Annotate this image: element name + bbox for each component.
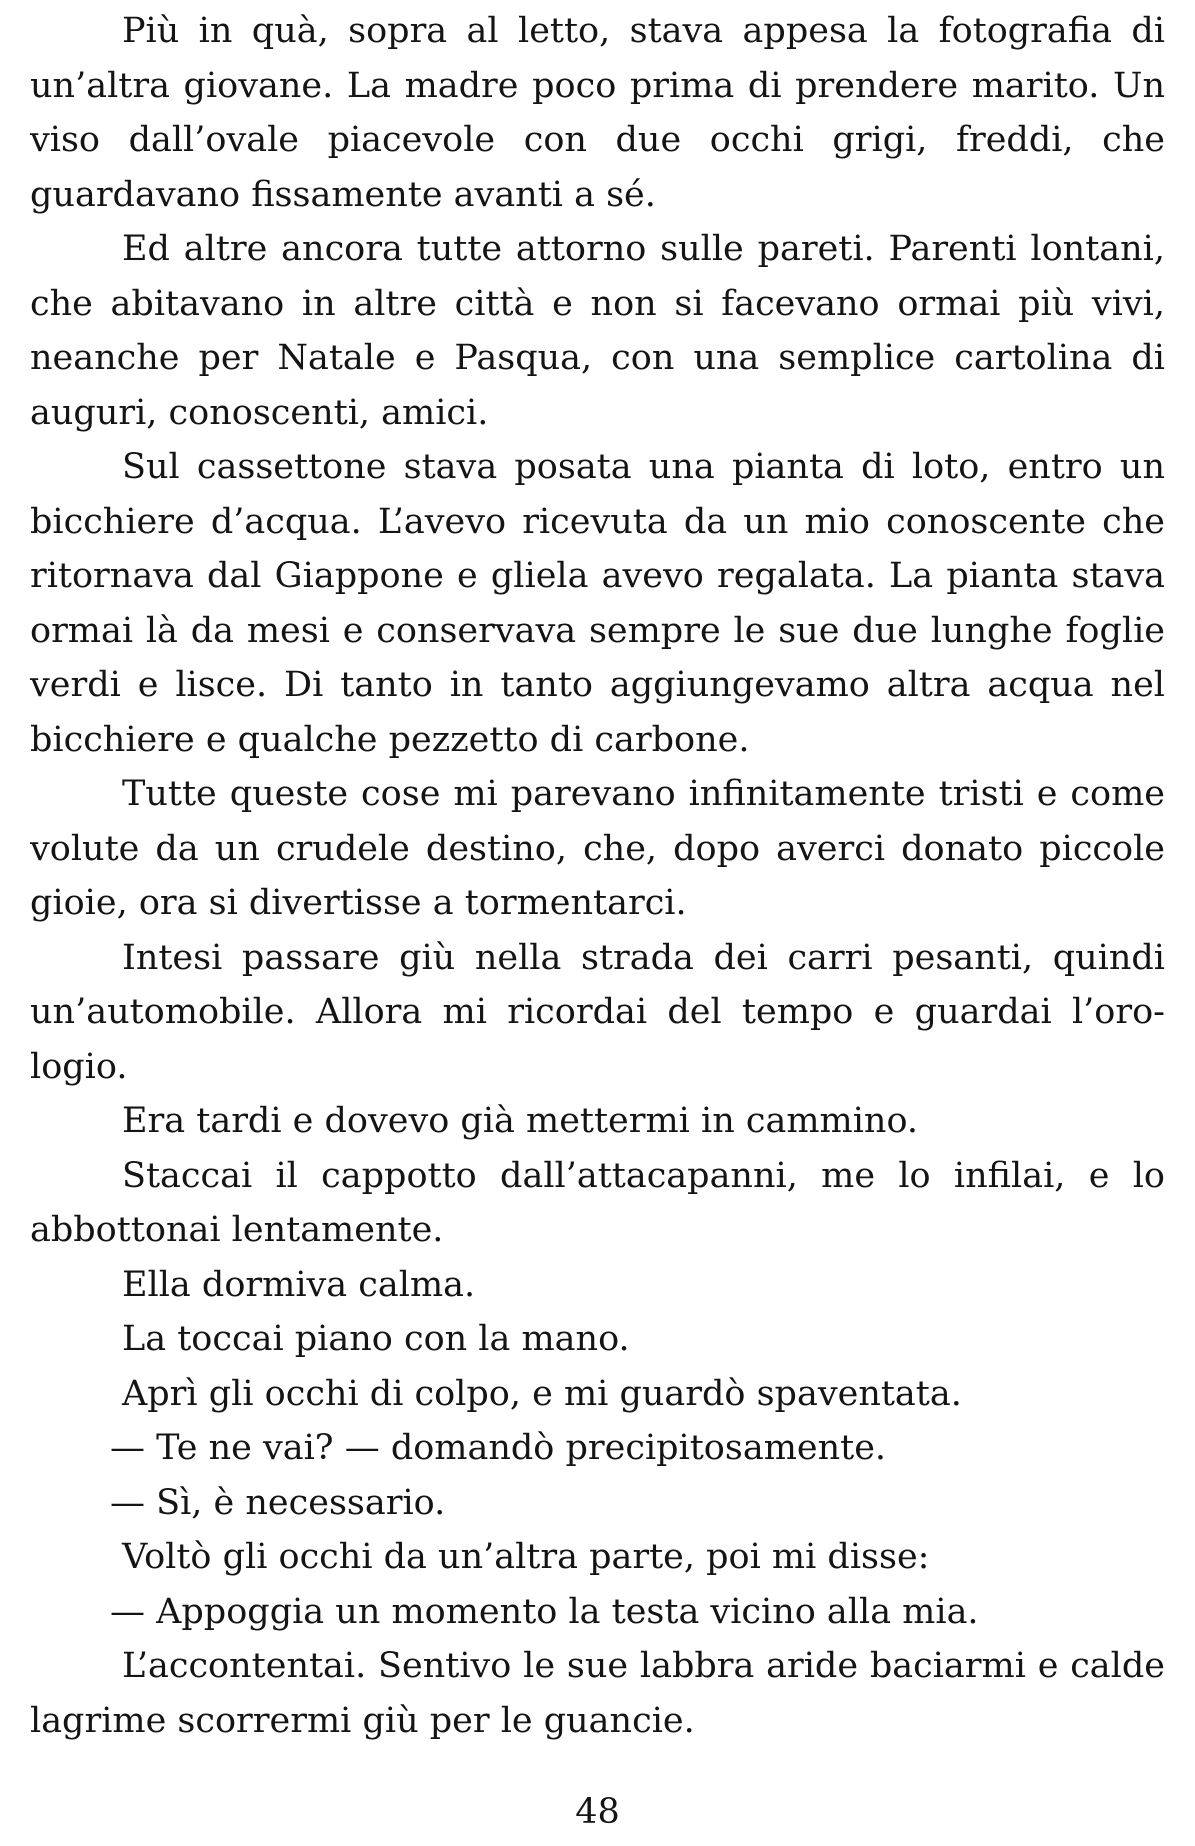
paragraph: Sul cassettone stava posata una pianta di loto, entro un bicchiere d’acqua. L’avevo ricevuta da un mio conoscente che ritornava dal Giappone e gliela avevo regalata. La pianta stava ormai là da mesi e conservava sempre le sue due lunghe foglie verdi e lisce. Di tanto in tanto aggiungevamo altra acqua nel bicchiere e qualche pezzetto di carbone. xyxy=(30,447,1165,760)
page-number: 48 xyxy=(575,1792,620,1832)
dialogue-line: — Te ne vai? — domandò precipitosamente. xyxy=(110,1428,887,1468)
paragraph: Tutte queste cose mi parevano infinitamente tristi e come volute da un crudele destino, che, dopo averci donato piccole gioie, ora si divertisse a tormentarci. xyxy=(30,774,1165,923)
paragraph: Era tardi e dovevo già mettermi in cammino. xyxy=(122,1101,919,1141)
book-page xyxy=(30,0,1165,1846)
paragraph: Più in quà, sopra al letto, stava appesa la fotografia di un’altra giovane. La madre poco prima di prendere marito. Un viso dall’ovale piacevole con due occhi grigi, freddi, che guardavano fissamente avanti a sé. xyxy=(30,11,1165,215)
paragraph: Ed altre ancora tutte attorno sulle pareti. Parenti lontani, che abitavano in altre città e non si facevano ormai più vivi, neanche per Natale e Pasqua, con una semplice cartolina di auguri, conoscenti, amici. xyxy=(30,229,1165,433)
paragraph: Intesi passare giù nella strada dei carri pesanti, quindi un’automobile. Allora mi ricordai del tempo e guardai l’orologio. xyxy=(30,937,1165,1087)
paragraph: L’accontentai. Sentivo le sue labbra aride baciarmi e calde lagrime scorrermi giù per le guancie. xyxy=(30,1646,1165,1741)
paragraph: Ella dormiva calma. xyxy=(122,1264,476,1305)
dialogue-line: — Appoggia un momento la testa vicino alla mia. xyxy=(110,1591,979,1632)
paragraph: Aprì gli occhi di colpo, e mi guardò spaventata. xyxy=(122,1373,962,1414)
paragraph: Staccai il cappotto dall’attacapanni, me lo infilai, e lo abbottonai lentamente. xyxy=(30,1155,1165,1250)
dialogue-line: — Sì, è necessario. xyxy=(110,1482,446,1523)
paragraph: La toccai piano con la mano. xyxy=(122,1319,630,1359)
paragraph: Voltò gli occhi da un’altra parte, poi mi disse: xyxy=(122,1537,930,1577)
body-text xyxy=(30,4,1165,1748)
